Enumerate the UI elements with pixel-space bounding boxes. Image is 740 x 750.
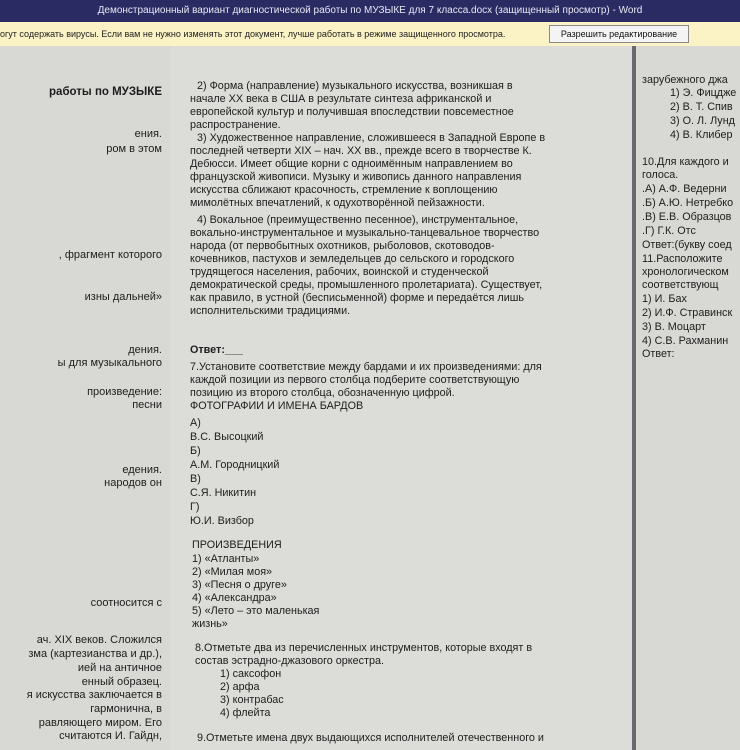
text-line: равляющего миром. Его xyxy=(38,717,162,729)
text-line: 4) Вокальное (преимущественно песенное), инструментальное, xyxy=(197,214,519,226)
text-line: 2) Форма (направление) музыкального искусства, возникшая в xyxy=(197,80,513,92)
text-line: 3) контрабас xyxy=(220,694,284,706)
text-line: В.С. Высоцкий xyxy=(190,431,264,443)
text-line: зарубежного джа xyxy=(642,74,728,86)
text-line: французской живописи. Музыку и живопись данного направления xyxy=(190,171,522,183)
text-line: распространение. xyxy=(190,119,281,131)
text-line: 11.Расположите xyxy=(642,253,723,265)
text-line: искусства сближают красочность, стремление к воплощению xyxy=(190,184,498,196)
text-line: состав эстрадно-джазового оркестра. xyxy=(195,655,384,667)
text-line: ПРОИЗВЕДЕНИЯ xyxy=(192,539,282,551)
text-line: 1) саксофон xyxy=(220,668,282,680)
text-line: 3) Художественное направление, сложившееся в Западной Европе в xyxy=(197,132,546,144)
text-line: .Б) А.Ю. Нетребко xyxy=(642,197,734,209)
text-line: .В) Е.В. Образцов xyxy=(642,211,732,223)
text-line: ФОТОГРАФИИ И ИМЕНА БАРДОВ xyxy=(190,400,364,412)
text-line: ения. xyxy=(134,128,162,140)
page-heading: работы по МУЗЫКЕ xyxy=(49,86,162,98)
text-line: 8.Отметьте два из перечисленных инструментов, которые входят в xyxy=(195,642,533,654)
text-line: голоса. xyxy=(642,169,679,181)
text-line: вокально-инструментальное и музыкально-танцевальное творчество xyxy=(190,227,540,239)
text-line: последней четверти XIX – нач. XX вв., прежде всего в творчестве К. xyxy=(190,145,532,157)
text-line: ы для музыкального xyxy=(57,357,162,369)
text-line: Ответ: xyxy=(642,348,675,360)
text-line: дения. xyxy=(128,344,162,356)
text-line: 9.Отметьте имена двух выдающихся исполнителей отечественного и xyxy=(197,732,544,744)
text-line: жизнь» xyxy=(192,618,228,630)
text-line: Ответ:(букву соед xyxy=(642,239,732,251)
text-line: , фрагмент которого xyxy=(58,249,162,261)
text-line: 2) В. Т. Спив xyxy=(670,101,733,113)
text-line: Б) xyxy=(190,445,201,457)
text-line: 4) флейта xyxy=(220,707,271,719)
text-line: С.Я. Никитин xyxy=(190,487,257,499)
text-line: 7.Установите соответствие между бардами и их произведениями: для xyxy=(190,361,542,373)
text-line: ач. XIX веков. Сложился xyxy=(36,634,162,646)
text-line: хронологическом xyxy=(642,266,729,278)
text-line: Дебюсси. Имеет общие корни с одноимённым направлением во xyxy=(190,158,513,170)
text-line: демократической среды, промышленного пролетариата). Существует, xyxy=(190,279,543,291)
text-line: кочевников, пастухов и земледельцев до сельского и городского xyxy=(190,253,515,265)
text-line: 4) С.В. Рахманин xyxy=(642,335,729,347)
text-line: народа (от первобытных охотников, рыболовов, скотоводов- xyxy=(190,240,495,252)
text-line: 5) «Лето – это маленькая xyxy=(192,605,320,617)
text-line: 3) О. Л. Лунд xyxy=(670,115,735,127)
text-line: 1) «Атланты» xyxy=(192,553,260,565)
text-line: 4) В. Клибер xyxy=(670,129,733,141)
left-page xyxy=(0,46,170,750)
text-line: ией на античное xyxy=(77,662,162,674)
text-line: трудящегося населения, рабочих, воинской и студенческой xyxy=(190,266,489,278)
enable-editing-button[interactable]: Разрешить редактирование xyxy=(549,25,689,43)
text-line: соотносится с xyxy=(90,597,162,609)
text-line: 2) И.Ф. Стравинск xyxy=(642,307,733,319)
text-line: гармонична, в xyxy=(90,703,162,715)
text-line: позицию из второго столбца, обозначенную цифрой. xyxy=(190,387,455,399)
right-page xyxy=(636,46,740,750)
text-line: изны дальней» xyxy=(84,291,162,303)
text-line: 3) «Песня о друге» xyxy=(192,579,287,591)
text-line: я искусства заключается в xyxy=(26,689,162,701)
text-line: песни xyxy=(132,399,162,411)
text-line: А) xyxy=(190,417,201,429)
text-line: зма (картезианства и др.), xyxy=(28,648,162,660)
text-line: енный образец. xyxy=(81,676,162,688)
protected-view-bar xyxy=(0,22,740,47)
text-line: А.М. Городницкий xyxy=(190,459,280,471)
text-line: европейской культур и получившая впоследствии повсеместное xyxy=(190,106,514,118)
text-line: 10.Для каждого и xyxy=(642,156,729,168)
text-line: В) xyxy=(190,473,201,485)
text-line: народов он xyxy=(104,477,162,489)
text-line: 4) «Александра» xyxy=(192,592,277,604)
protected-view-message: огут содержать вирусы. Если вам не нужно изменять этот документ, лучше работать в режиме защищенного просмотра. xyxy=(0,29,506,39)
text-line: 1) И. Бах xyxy=(642,293,687,305)
text-line: соответствующ xyxy=(642,279,719,291)
text-line: .Г) Г.К. Отс xyxy=(642,225,696,237)
text-line: 3) В. Моцарт xyxy=(642,321,706,333)
text-line: начале XX века в США в результате синтеза африканской и xyxy=(190,93,492,105)
window-title: Демонстрационный вариант диагностической работы по МУЗЫКЕ для 7 класса.docx (защищенный просмотр) - Word xyxy=(0,0,740,22)
text-line: считаются И. Гайдн, xyxy=(59,730,162,742)
text-line: каждой позиции из первого столбца подберите соответствующую xyxy=(190,374,520,386)
text-line: 2) арфа xyxy=(220,681,260,693)
text-line: .А) А.Ф. Ведерни xyxy=(642,183,727,195)
text-line: мимолётных впечатлений, к одухотворённой пейзажности. xyxy=(190,197,485,209)
text-line: 1) Э. Фицдже xyxy=(670,87,737,99)
text-line: исполнительскими традициями. xyxy=(190,305,351,317)
text-line: произведение: xyxy=(87,386,162,398)
main-page xyxy=(170,46,632,750)
text-line: 2) «Милая моя» xyxy=(192,566,273,578)
text-line: Ю.И. Визбор xyxy=(190,515,254,527)
text-line: едения. xyxy=(122,464,162,476)
answer-label: Ответ:___ xyxy=(190,344,243,356)
text-line: как правило, в устной (бесписьменной) форме и передаётся лишь xyxy=(190,292,525,304)
text-line: ром в этом xyxy=(106,143,162,155)
text-line: Г) xyxy=(190,501,200,513)
